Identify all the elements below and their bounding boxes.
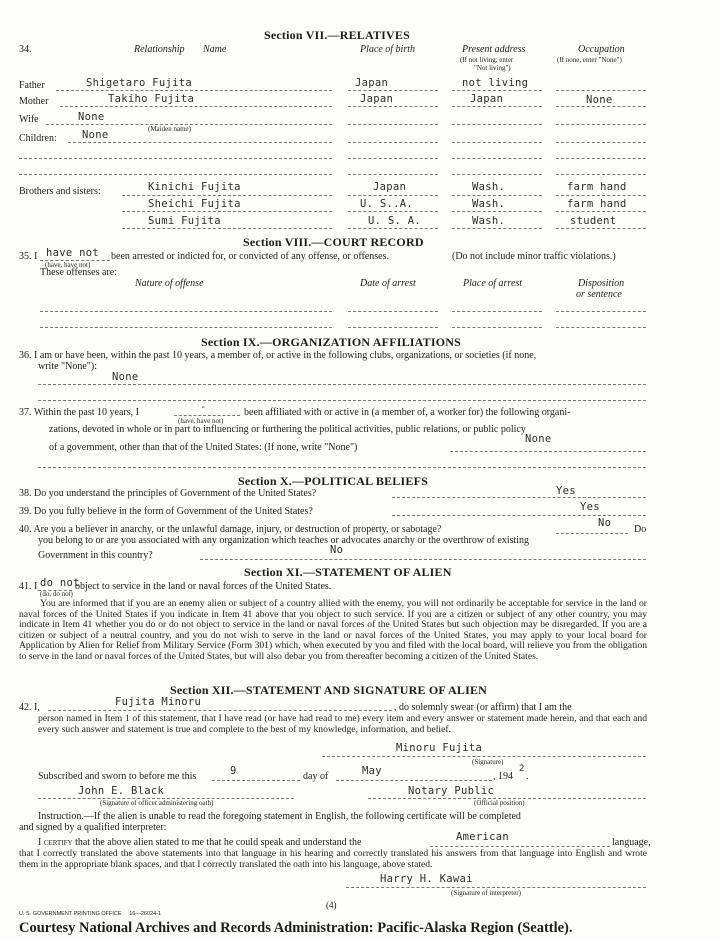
alien-signature-label: (Signature): [472, 758, 504, 766]
father-name: Shigetaro Fujita: [86, 77, 192, 89]
instruction-line-2: and signed by a qualified interpreter:: [19, 822, 167, 833]
item-41-paragraph: You are informed that if you are an enemy alien or subject of a country allied with the enemy, you will not ordinarily be acceptable for service in the land or naval forces of the United States if you indicate in Item 41 above that you object to such service. If you are a citizen or subject of any other country, you may indicate in Item 41 whether you do or do not object to service in the land or naval forces of the United States but such objection may be disregarded. If you are a citizen or subject of a neutral country, and you do not wish to serve in the land or naval forces of the United States, you may apply to your local board for Application by Alien for Relief from Military Service (Form 301) which, when executed by you and filed with the local board, will relieve you from the obligation to serve in the land or naval forces of the United States, but will also debar you from thereafter becoming a citizen of the United States.: [19, 598, 647, 662]
cert-language-label: language,: [612, 837, 651, 848]
section-10-title: Section X.—POLITICAL BELIEFS: [238, 474, 428, 488]
section-12-title: Section XII.—STATEMENT AND SIGNATURE OF ALIEN: [170, 683, 488, 697]
col-relationship: Relationship: [134, 44, 185, 55]
label-mother: Mother: [19, 96, 49, 107]
col-address-note-1: (If not living, enter: [460, 56, 514, 64]
cert-text: that the above alien stated to me that he could speak and understand the: [75, 837, 362, 848]
item-38-text: 38. Do you understand the principles of Government of the United States?: [19, 488, 317, 499]
form-page: Section VII.—RELATIVES 34. Relationship Name Place of birth Present address (If not living, enter "Not living") Occupation (If none, enter "None") Father Shigetaro Fujita Japan not living Mother Takiho Fujita Japan Japan None Wife None (Maiden name) Children: None Brothers and sisters: Kinichi Fujita Japan Wash. farm hand Sheichi Fujita U. S..A. Wash. farm hand Sumi Fujita U. S. A. Wash. student Section VIII.—COURT RECORD 35. I have not been arrested or indicted for, or convicted of any offense, or offenses. (Do not include minor traffic violations.) (have, have not) These offenses are: Nature of offense Date of arrest Place of arrest Disposition or sentence Section IX.—ORGANIZATION AFFILIATIONS 36. I am or have been, within the past 10 years, a member of, or active in the following clubs, organizations, or societies (if none, write "None"): None 37. Within the past 10 years, I - been affiliated with or active in (a member of, a worker for) the following organi- (have, have not) zations, devoted in whole or in part to influencing or furthering the political activities, public relations, or public policy of a government, other than that of the United States: (If none, write "None") None Section X.—POLITICAL BELIEFS 38. Do you understand the principles of Government of the United States? Yes 39. Do you fully believe in the form of Government of the United States? Yes 40. Are you a believer in anarchy, or the unlawful damage, injury, or destruction of property, or sabotage? No Do you belong to or are you associated with any organization which teaches or advocates anarchy or the overthrow of existing Government in this country? No Section XI.—STATEMENT OF ALIEN 41. I do not object to service in the land or naval forces of the United States. (do, do not) You are informed that if you are an enemy alien or subject of a country allied with the enemy, you will not ordinarily be acceptable for service in the land or naval forces of the United States if you indicate in Item 41 above that you object to such service. If you are a citizen or subject of any other country, you may indicate in Item 41 whether you do or do not object to service in the land or naval forces of the United States but such objection may be disregarded. If you are a citizen or subject of a neutral country, and you do not wish to serve in the land or naval forces of the United States, you may apply to your local board for Application by Alien for Relief from Military Service (Form 301) which, when executed by you and filed with the local board, will relieve you from the obligation to serve in the land or naval forces of the United States, but will also debar you from thereafter becoming a citizen of the United States. Section XII.—STATEMENT AND SIGNATURE OF ALIEN 42. I, Fujita Minoru , do solemnly swear (or affirm) that I am the person named in Item 1 of this statement, that I have read (or have had read to me) every item and every answer or statement made herein, and that each and every such answer and statement is true and complete to the best of my knowledge, information, and belief. Minoru Fujita (Signature) Subscribed and sworn to before me this 9 day of May , 194 2 . John E. Black (Signature of officer administering oath) Notary Public (Official position) Instruction.—If the alien is unable to read the foregoing statement in English, the following certificate will be completed and signed by a qualified interpreter: I certify that the above alien stated to me that he could speak and understand the American language, that I correctly translated the above statements into that language in his hearing and correctly translated his answers from that language into English and wrote them in the appropriate blank spaces, and that I correctly translated the oath into his language, above stated. Harry H. Kawai (Signature of interpreter) (4) U. S. GOVERNMENT PRINTING OFFICE 16—26024-1 Courtesy National Archives and Records Administration: Pacific-Alaska Region (Seattle).: [0, 0, 720, 939]
interpreter-signature: Harry H. Kawai: [380, 873, 473, 885]
cert-word: certify: [43, 837, 73, 848]
col-address-note-2: "Not living"): [474, 64, 511, 72]
sibling-2-name: Sheichi Fujita: [148, 198, 241, 210]
item-39-text: 39. Do you fully believe in the form of Government of the United States?: [19, 506, 313, 517]
sibling-3-occupation: student: [570, 215, 617, 227]
section-9-title: Section IX.—ORGANIZATION AFFILIATIONS: [201, 335, 461, 349]
mother-name: Takiho Fujita: [108, 93, 195, 105]
item-40-text-2: you belong to or are you associated with any organization which teaches or advocates anarchy or the overthrow of existing: [38, 535, 530, 546]
wife-name: None: [78, 111, 105, 123]
col-present-address: Present address: [462, 44, 526, 55]
sworn-month: May: [362, 765, 382, 777]
sworn-text-3: , 194: [493, 771, 513, 782]
col-disposition-1: Disposition: [578, 278, 625, 289]
cert-paragraph: that I correctly translated the above statements into that language in his hearing and correctly translated his answers from that language into English and wrote them in the appropriate blank spaces, and that I correctly translated the oath into his language, above stated.: [19, 848, 647, 870]
col-disposition-2: or sentence: [576, 289, 622, 300]
item-40-answer-1: No: [598, 517, 612, 529]
sibling-3-address: Wash.: [472, 215, 506, 227]
item-35-offenses-label: These offenses are:: [40, 267, 118, 278]
interpreter-signature-label: (Signature of interpreter): [451, 889, 521, 897]
item-34-number: 34.: [19, 44, 32, 55]
interpreter-language: American: [456, 831, 509, 843]
item-42-paragraph: person named in Item 1 of this statement, that I have read (or have had read to me) every item and every answer or statement made herein, and that each and every such answer and statement is true and complete to the best of my knowledge, information, and belief.: [38, 713, 647, 735]
col-occupation: Occupation: [578, 44, 625, 55]
instruction-text: —If the alien is unable to read the foregoing statement in English, the following certificate will be completed: [83, 811, 521, 822]
item-37-prefix: 37. Within the past 10 years, I: [19, 407, 139, 418]
sworn-text-2: day of: [303, 771, 329, 782]
instruction-title: Instruction.: [38, 811, 84, 822]
printing-office: U. S. GOVERNMENT PRINTING OFFICE 16—26024-1: [19, 911, 162, 917]
page-number: (4): [326, 900, 337, 910]
item-41-prefix: 41. I: [19, 581, 38, 592]
col-nature-of-offense: Nature of offense: [135, 278, 204, 289]
sibling-3-birth: U. S. A.: [368, 215, 421, 227]
label-wife: Wife: [19, 114, 39, 125]
sibling-1-occupation: farm hand: [567, 181, 627, 193]
officer-signature-label: (Signature of officer administering oath): [100, 799, 214, 807]
cert-prefix: I: [38, 837, 42, 848]
sworn-day: 9: [230, 765, 237, 777]
item-35-note: (Do not include minor traffic violations.): [452, 251, 616, 262]
item-39-answer: Yes: [580, 501, 600, 513]
item-38-answer: Yes: [556, 485, 576, 497]
sibling-3-name: Sumi Fujita: [148, 215, 221, 227]
sworn-year-digit: 2: [519, 764, 525, 774]
item-41-text: object to service in the land or naval forces of the United States.: [75, 581, 332, 592]
item-40-text-1: 40. Are you a believer in anarchy, or the unlawful damage, injury, or destruction of property, or sabotage?: [19, 524, 442, 535]
item-42-prefix: 42. I,: [19, 702, 40, 713]
col-date-of-arrest: Date of arrest: [360, 278, 416, 289]
official-position-label: (Official position): [474, 799, 525, 807]
item-35-prefix: 35. I: [19, 251, 38, 262]
item-37-options: (have, have not): [178, 417, 224, 425]
sibling-1-address: Wash.: [472, 181, 506, 193]
maiden-name-note: (Maiden name): [148, 125, 191, 133]
children-name: None: [82, 129, 109, 141]
item-42-name: Fujita Minoru: [115, 696, 202, 708]
item-37-text-3: of a government, other than that of the United States: (If none, write "None"): [49, 442, 358, 453]
official-position: Notary Public: [408, 785, 495, 797]
col-place-of-arrest: Place of arrest: [463, 278, 523, 289]
mother-birth: Japan: [360, 93, 394, 105]
mother-address: Japan: [470, 93, 504, 105]
label-father: Father: [19, 80, 45, 91]
item-40-text-3: Government in this country?: [38, 550, 153, 561]
item-35-answer: have not: [46, 247, 99, 259]
courtesy-line: Courtesy National Archives and Records Administration: Pacific-Alaska Region (Seattle).: [19, 920, 573, 936]
section-7-title: Section VII.—RELATIVES: [264, 28, 410, 42]
sibling-2-birth: U. S..A.: [360, 198, 413, 210]
sibling-2-occupation: farm hand: [567, 198, 627, 210]
father-birth: Japan: [355, 77, 389, 89]
item-41-answer: do not: [40, 577, 80, 589]
item-42-text: , do solemnly swear (or affirm) that I am the: [394, 702, 572, 713]
sibling-1-name: Kinichi Fujita: [148, 181, 241, 193]
col-place-of-birth: Place of birth: [360, 44, 415, 55]
sworn-text-1: Subscribed and sworn to before me this: [38, 771, 197, 782]
alien-signature: Minoru Fujita: [396, 742, 483, 754]
section-11-title: Section XI.—STATEMENT OF ALIEN: [244, 565, 452, 579]
item-36-text-1: 36. I am or have been, within the past 10 years, a member of, or active in the following clubs, organizations, or societies (if none,: [19, 350, 537, 361]
officer-signature: John E. Black: [78, 785, 165, 797]
mother-occupation: None: [586, 94, 613, 106]
label-children: Children:: [19, 133, 57, 144]
item-36-answer: None: [112, 371, 139, 383]
item-37-text-1: been affiliated with or active in (a member of, a worker for) the following organi-: [244, 407, 571, 418]
item-37-answer: None: [525, 433, 552, 445]
father-address: not living: [462, 77, 529, 89]
item-37-text-2: zations, devoted in whole or in part to influencing or furthering the political activities, public relations, or public policy: [49, 424, 526, 435]
item-40-do: Do: [634, 524, 647, 535]
sibling-1-birth: Japan: [373, 181, 407, 193]
col-occupation-note: (If none, enter "None"): [557, 56, 622, 64]
item-41-options: (do, do not): [40, 590, 73, 598]
item-35-text: been arrested or indicted for, or convicted of any offense, or offenses.: [111, 251, 390, 262]
label-siblings: Brothers and sisters:: [19, 186, 101, 197]
sibling-2-address: Wash.: [472, 198, 506, 210]
item-35-options: (have, have not): [45, 261, 91, 269]
col-name: Name: [203, 44, 227, 55]
item-36-text-2: write "None"):: [38, 361, 97, 372]
item-40-answer-2: No: [330, 544, 344, 556]
section-8-title: Section VIII.—COURT RECORD: [243, 235, 424, 249]
